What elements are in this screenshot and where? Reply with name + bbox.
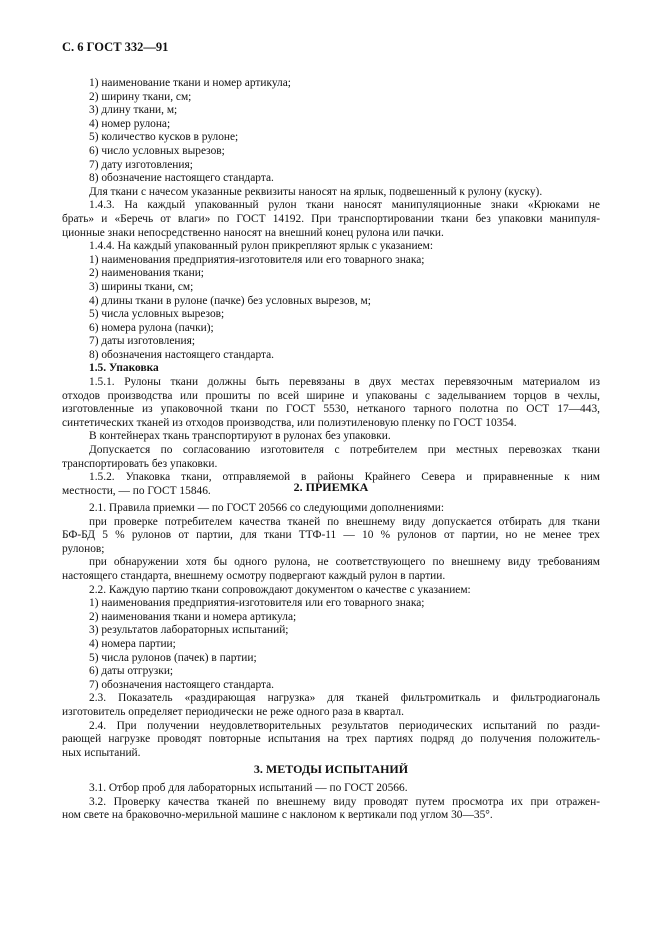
- text-line: 3.1. Отбор проб для лабораторных испытаний — по ГОСТ 20566.: [89, 782, 408, 794]
- subsection-title: [62, 362, 600, 376]
- text-line: 4) номер рулона;: [89, 117, 171, 130]
- text-line: 3) результатов лабораторных испытаний;: [89, 624, 289, 637]
- subsection-title-text: 1.5. Упаковка: [89, 362, 159, 375]
- text-line: 2) ширину ткани, см;: [89, 90, 192, 103]
- text-line: 2.2. Каждую партию ткани сопровождают документом о качестве с указанием:: [89, 583, 471, 596]
- text-line: 7) дату изготовления;: [89, 158, 193, 171]
- text-line: 4) длины ткани в рулоне (пачке) без условных вырезов, м;: [89, 294, 371, 307]
- text-line: 3.2. Проверку качества тканей по внешнему виду проводят путем просмотра их при отражен-: [89, 795, 600, 808]
- text-line: 1.5.2. Упаковка ткани, отправляемой в районы Крайнего Севера и приравненные к ним: [89, 471, 600, 484]
- text-line: 2.4. При получении неудовлетворительных результатов периодических испытаний по разди-: [89, 719, 600, 732]
- text-line: рулонов;: [62, 542, 105, 555]
- text-line: 7) даты изготовления;: [89, 335, 195, 348]
- text-line: 2.1. Правила приемки — по ГОСТ 20566 со следующими дополнениями:: [89, 502, 445, 514]
- text-line: 6) число условных вырезов;: [89, 144, 225, 157]
- section-3-text: [62, 782, 600, 823]
- text-line: 2) наименования ткани;: [89, 267, 204, 280]
- text-line: 8) обозначение настоящего стандарта.: [89, 172, 274, 185]
- text-line: БФ-БД 5 % рулонов от партии, для ткани ТТФ-11 — 10 % рулонов от партии, но не менее трех: [62, 529, 600, 542]
- text-line: 5) числа рулонов (пачек) в партии;: [89, 651, 257, 664]
- text-line: 3) длину ткани, м;: [89, 104, 178, 117]
- text-line: 1) наименование ткани и номер артикула;: [89, 77, 291, 89]
- section-3-title: 3. МЕТОДЫ ИСПЫТАНИЙ: [253, 762, 409, 776]
- text-line: 1.5.1. Рулоны ткани должны быть перевязаны в двух местах перевязочным материалом из: [89, 376, 600, 389]
- text-line: при проверке потребителем качества тканей по внешнему виду допускается отбирать для ткани: [89, 515, 600, 528]
- text-line: синтетических тканей из отходов производства, или полиэтиленовую пленку по ГОСТ 10354.: [62, 416, 517, 429]
- text-line: 3) ширины ткани, см;: [89, 280, 194, 293]
- text-line: ционные знаки непосредственно наносят на внешний конец рулона или пачки.: [62, 226, 444, 239]
- text-line: ном свете на браковочно-мерильной машине с наклоном к вертикали под углом 30—35°.: [62, 809, 493, 822]
- text-line: изготовитель определяет периодически не реже одного раза в квартал.: [62, 705, 404, 718]
- section-1-text: [62, 77, 600, 498]
- section-2-title: 2. ПРИЕМКА: [293, 480, 369, 494]
- text-line: Для ткани с начесом указанные реквизиты наносят на ярлык, подвешенный к рулону (куску).: [89, 185, 543, 198]
- text-line: 4) номера партии;: [89, 637, 176, 650]
- text-line: 8) обозначения настоящего стандарта.: [89, 348, 275, 361]
- text-line: 6) даты отгрузки;: [89, 665, 174, 678]
- text-line: В контейнерах ткань транспортируют в рулонах без упаковки.: [89, 430, 391, 443]
- text-line: 1) наименования предприятия-изготовителя или его товарного знака;: [89, 597, 425, 610]
- text-line: 2.3. Показатель «раздирающая нагрузка» для тканей фильтромиткаль и фильтродиагональ: [89, 692, 600, 705]
- text-line: 1.4.3. На каждый упакованный рулон ткани наносят манипуляционные знаки «Крюками не: [89, 199, 600, 212]
- text-line: рающей нагрузке проводят повторные испытания на трех партиях подряд до получения положитель-: [62, 733, 600, 746]
- text-line: транспортировать без упаковки.: [62, 457, 218, 470]
- text-line: изготовленные из упаковочной ткани по ГОСТ 5530, нетканого тарного полотна по ОСТ 17—443,: [62, 403, 600, 416]
- text-line: брать» и «Беречь от влаги» по ГОСТ 14192. При транспортировании ткани без упаковки манипуля-: [62, 212, 600, 225]
- text-line: местности, — по ГОСТ 15846.: [62, 484, 211, 497]
- text-line: 2) наименования ткани и номера артикула;: [89, 610, 297, 623]
- text-line: 1) наименования предприятия-изготовителя или его товарного знака;: [89, 253, 425, 266]
- text-line: 7) обозначения настоящего стандарта.: [89, 678, 275, 691]
- text-line: 6) номера рулона (пачки);: [89, 321, 214, 334]
- text-line: 5) числа условных вырезов;: [89, 308, 225, 321]
- text-line: Допускается по согласованию изготовителя с потребителем при местных перевозках ткани: [89, 444, 600, 457]
- section-2-text: [62, 502, 600, 760]
- text-line: 5) количество кусков в рулоне;: [89, 131, 239, 144]
- text-line: 1.4.4. На каждый упакованный рулон прикрепляют ярлык с указанием:: [89, 240, 433, 253]
- text-line: ных испытаний.: [62, 746, 141, 759]
- text-line: при обнаружении хотя бы одного рулона, не соответствующего по внешнему виду требованиям: [89, 556, 600, 569]
- text-line: отходов производства или прошиты по всей ширине и упакованы с заделыванием торцов в чехлы,: [62, 389, 600, 402]
- page-header: С. 6 ГОСТ 332—91: [62, 40, 169, 54]
- text-line: настоящего стандарта, внешнему осмотру подвергают каждый рулон в партии.: [62, 569, 446, 582]
